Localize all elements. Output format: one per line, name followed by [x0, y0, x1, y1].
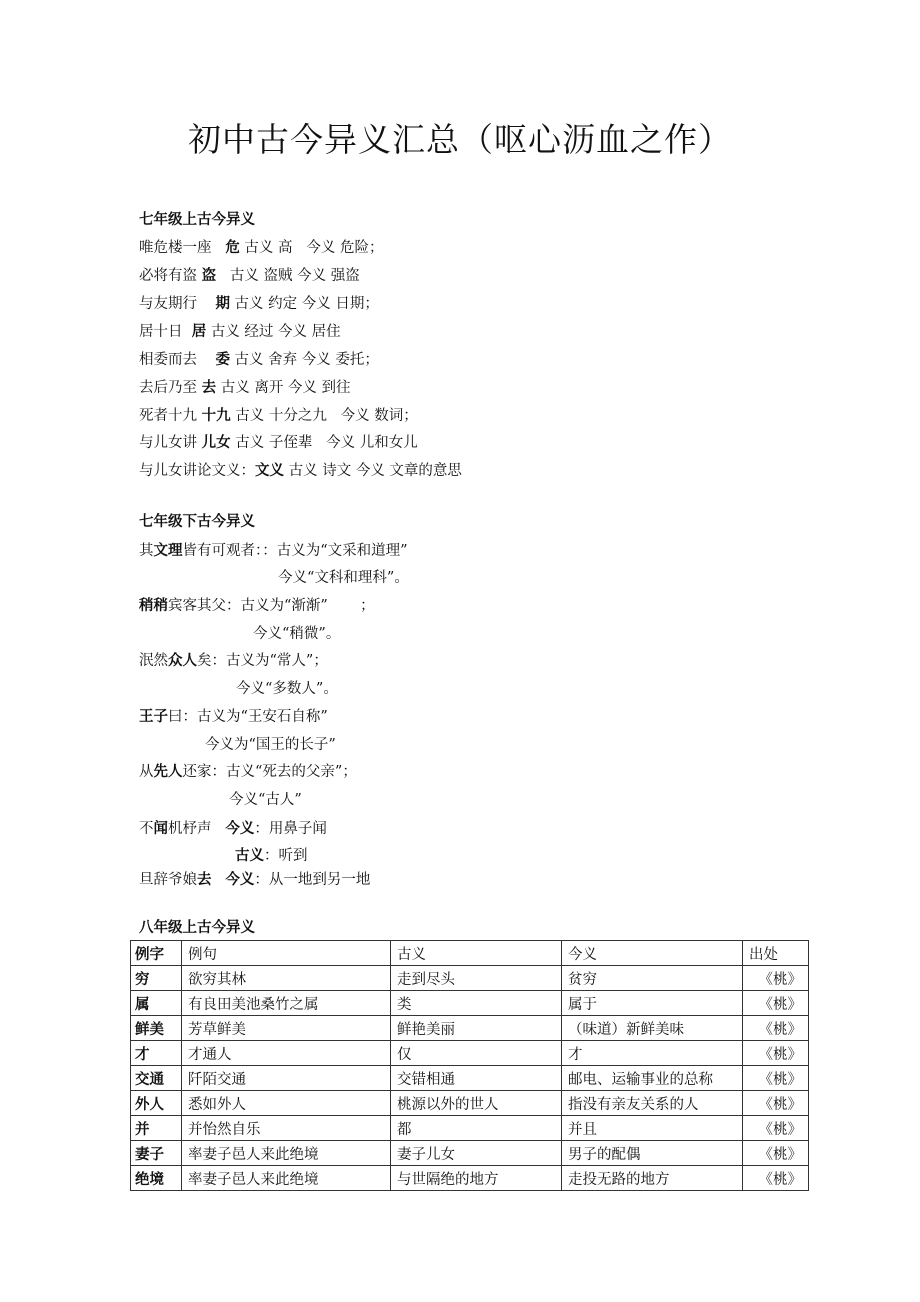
text-segment: 与儿女讲 [139, 435, 202, 451]
text-line [139, 238, 383, 258]
text-line [205, 735, 336, 755]
text-line [139, 461, 462, 481]
text-line [139, 378, 351, 398]
text-line [139, 541, 408, 561]
column-header: 出处 [743, 941, 809, 966]
keyword-bold: 去 [201, 379, 217, 396]
text-segment: 宾客其父：古义为“渐渐” ； [168, 598, 375, 614]
text-segment: 古义 舍弃 今义 委托； [229, 352, 379, 368]
column-header: 古义 [391, 941, 562, 966]
text-line [229, 790, 302, 810]
table-row [131, 1016, 809, 1041]
keyword-bold: 稍稍 [139, 597, 168, 614]
text-line [253, 624, 340, 644]
text-segment: 古义 约定 今义 日期； [229, 296, 379, 312]
source-cell: 《桃》 [743, 991, 809, 1016]
keyword-bold: 盗 [201, 267, 217, 284]
text-line [139, 651, 328, 671]
table-row [131, 1141, 809, 1166]
term-cell: 才 [131, 1041, 182, 1066]
ancient-meaning-cell: 都 [391, 1116, 562, 1141]
text-line [139, 707, 328, 727]
keyword-bold: 文义 [255, 462, 284, 479]
keyword-bold: 危 [225, 239, 240, 256]
keyword-bold: 文理 [153, 542, 183, 559]
text-line [139, 266, 360, 286]
text-segment: 古义 子侄辈 今义 儿和女儿 [230, 435, 418, 451]
text-line [236, 679, 338, 699]
term-cell: 鲜美 [131, 1016, 182, 1041]
term-cell: 穷 [131, 966, 182, 991]
term-cell: 绝境 [131, 1166, 182, 1191]
text-segment: 其 [139, 543, 154, 559]
column-header: 例句 [182, 941, 391, 966]
modern-meaning-cell: 走投无路的地方 [562, 1166, 743, 1191]
text-segment: 今义为“国王的长子” [205, 737, 336, 753]
modern-meaning-cell: 属于 [562, 991, 743, 1016]
ancient-meaning-cell: 桃源以外的世人 [391, 1091, 562, 1116]
ancient-meaning-cell: 交错相通 [391, 1066, 562, 1091]
table-row [131, 1166, 809, 1191]
text-segment: 死者十九 [139, 408, 202, 424]
modern-meaning-cell: （味道）新鲜美味 [562, 1016, 743, 1041]
example-cell: 悉如外人 [182, 1091, 391, 1116]
modern-meaning-cell: 男子的配偶 [562, 1141, 743, 1166]
keyword-bold: 古义 [235, 847, 264, 864]
keyword-bold: 今义 [225, 871, 255, 888]
text-segment: 古义 诗文 今义 文章的意思 [284, 463, 462, 479]
text-segment: 旦辞爷娘 [139, 872, 197, 888]
ancient-meaning-cell: 类 [391, 991, 562, 1016]
source-cell: 《桃》 [743, 1116, 809, 1141]
table-row [131, 1041, 809, 1066]
text-segment: 古义 离开 今义 到往 [216, 380, 351, 396]
table-row [131, 1066, 809, 1091]
text-line [139, 433, 418, 453]
term-cell: 妻子 [131, 1141, 182, 1166]
text-segment: 今义“文科和理科”。 [278, 570, 409, 586]
section-heading-grade8-first: 八年级上古今异义 [139, 919, 255, 936]
text-segment [212, 872, 226, 888]
text-segment: 皆有可观者：：古义为“文采和道理” [182, 543, 408, 559]
text-segment: 去后乃至 [139, 380, 202, 396]
keyword-bold: 众人 [168, 652, 197, 669]
table-header-row [131, 941, 809, 966]
text-segment: 与友期行 [139, 296, 216, 312]
table-row [131, 1116, 809, 1141]
source-cell: 《桃》 [743, 1091, 809, 1116]
ancient-meaning-cell: 与世隔绝的地方 [391, 1166, 562, 1191]
term-cell: 交通 [131, 1066, 182, 1091]
ancient-meaning-cell: 鲜艳美丽 [391, 1016, 562, 1041]
example-cell: 欲穷其林 [182, 966, 391, 991]
keyword-bold: 去 [197, 871, 212, 888]
example-cell: 有良田美池桑竹之属 [182, 991, 391, 1016]
text-segment: 不 [139, 821, 154, 837]
text-segment: 今义“稍微”。 [253, 626, 341, 642]
section-heading-grade7-second: 七年级下古今异义 [139, 513, 255, 530]
modern-meaning-cell: 并且 [562, 1116, 743, 1141]
keyword-bold: 期 [215, 295, 230, 312]
text-line [235, 846, 308, 866]
column-header: 今义 [562, 941, 743, 966]
keyword-bold: 今义 [225, 820, 255, 837]
example-cell: 阡陌交通 [182, 1066, 391, 1091]
text-segment: 唯危楼一座 [139, 240, 226, 256]
term-cell: 外人 [131, 1091, 182, 1116]
source-cell: 《桃》 [743, 1041, 809, 1066]
text-segment: ：听到 [264, 848, 308, 864]
example-cell: 率妻子邑人来此绝境 [182, 1141, 391, 1166]
ancient-meaning-cell: 妻子儿女 [391, 1141, 562, 1166]
text-segment: 居十日 [139, 324, 192, 340]
keyword-bold: 十九 [201, 407, 231, 424]
example-cell: 芳草鲜美 [182, 1016, 391, 1041]
text-segment: 古义 十分之九 今义 数词； [230, 408, 418, 424]
keyword-bold: 先人 [153, 763, 183, 780]
text-line [139, 406, 418, 426]
keyword-bold: 居 [191, 323, 207, 340]
source-cell: 《桃》 [743, 966, 809, 991]
example-cell: 才通人 [182, 1041, 391, 1066]
text-segment: 古义 盗贼 今义 强盗 [216, 268, 360, 284]
table-row [131, 966, 809, 991]
keyword-bold: 闻 [153, 820, 168, 837]
text-segment: 今义“多数人”。 [236, 681, 338, 697]
text-segment: 泯然 [139, 653, 168, 669]
table-row [131, 1091, 809, 1116]
source-cell: 《桃》 [743, 1141, 809, 1166]
keyword-bold: 王子 [139, 708, 168, 725]
text-segment: 机杼声 [168, 821, 226, 837]
ancient-meaning-cell: 走到尽头 [391, 966, 562, 991]
text-segment: 古义 经过 今义 居住 [206, 324, 341, 340]
text-segment: 今义“古人” [229, 792, 302, 808]
source-cell: 《桃》 [743, 1016, 809, 1041]
section-heading-grade7-first: 七年级上古今异义 [139, 211, 255, 228]
text-segment: 曰：古义为“王安石自称” [168, 709, 328, 725]
modern-meaning-cell: 贫穷 [562, 966, 743, 991]
page-title: 初中古今异义汇总（呕心沥血之作） [188, 120, 732, 159]
term-cell: 属 [131, 991, 182, 1016]
keyword-bold: 儿女 [201, 434, 231, 451]
text-line [139, 322, 341, 342]
text-line [139, 762, 357, 782]
example-cell: 率妻子邑人来此绝境 [182, 1166, 391, 1191]
text-segment: ：用鼻子闻 [254, 821, 327, 837]
text-line [139, 596, 375, 616]
source-cell: 《桃》 [743, 1166, 809, 1191]
text-segment: 古义 高 今义 危险； [239, 240, 384, 256]
text-line [139, 294, 379, 314]
text-line [278, 568, 409, 588]
text-line [139, 350, 379, 370]
text-line [139, 819, 327, 839]
ancient-meaning-cell: 仅 [391, 1041, 562, 1066]
terms-table [130, 940, 809, 1191]
table-row [131, 991, 809, 1016]
text-segment: ：从一地到另一地 [254, 872, 371, 888]
modern-meaning-cell: 指没有亲友关系的人 [562, 1091, 743, 1116]
modern-meaning-cell: 才 [562, 1041, 743, 1066]
text-segment: 矣：古义为“常人”； [197, 653, 328, 669]
text-segment: 相委而去 [139, 352, 216, 368]
text-segment: 从 [139, 764, 154, 780]
text-segment: 还家：古义“死去的父亲”； [182, 764, 357, 780]
source-cell: 《桃》 [743, 1066, 809, 1091]
text-segment: 与儿女讲论文义： [139, 463, 255, 479]
term-cell: 并 [131, 1116, 182, 1141]
text-line [139, 870, 370, 890]
column-header: 例字 [131, 941, 182, 966]
text-segment: 必将有盗 [139, 268, 202, 284]
modern-meaning-cell: 邮电、运输事业的总称 [562, 1066, 743, 1091]
example-cell: 并怡然自乐 [182, 1116, 391, 1141]
keyword-bold: 委 [215, 351, 230, 368]
